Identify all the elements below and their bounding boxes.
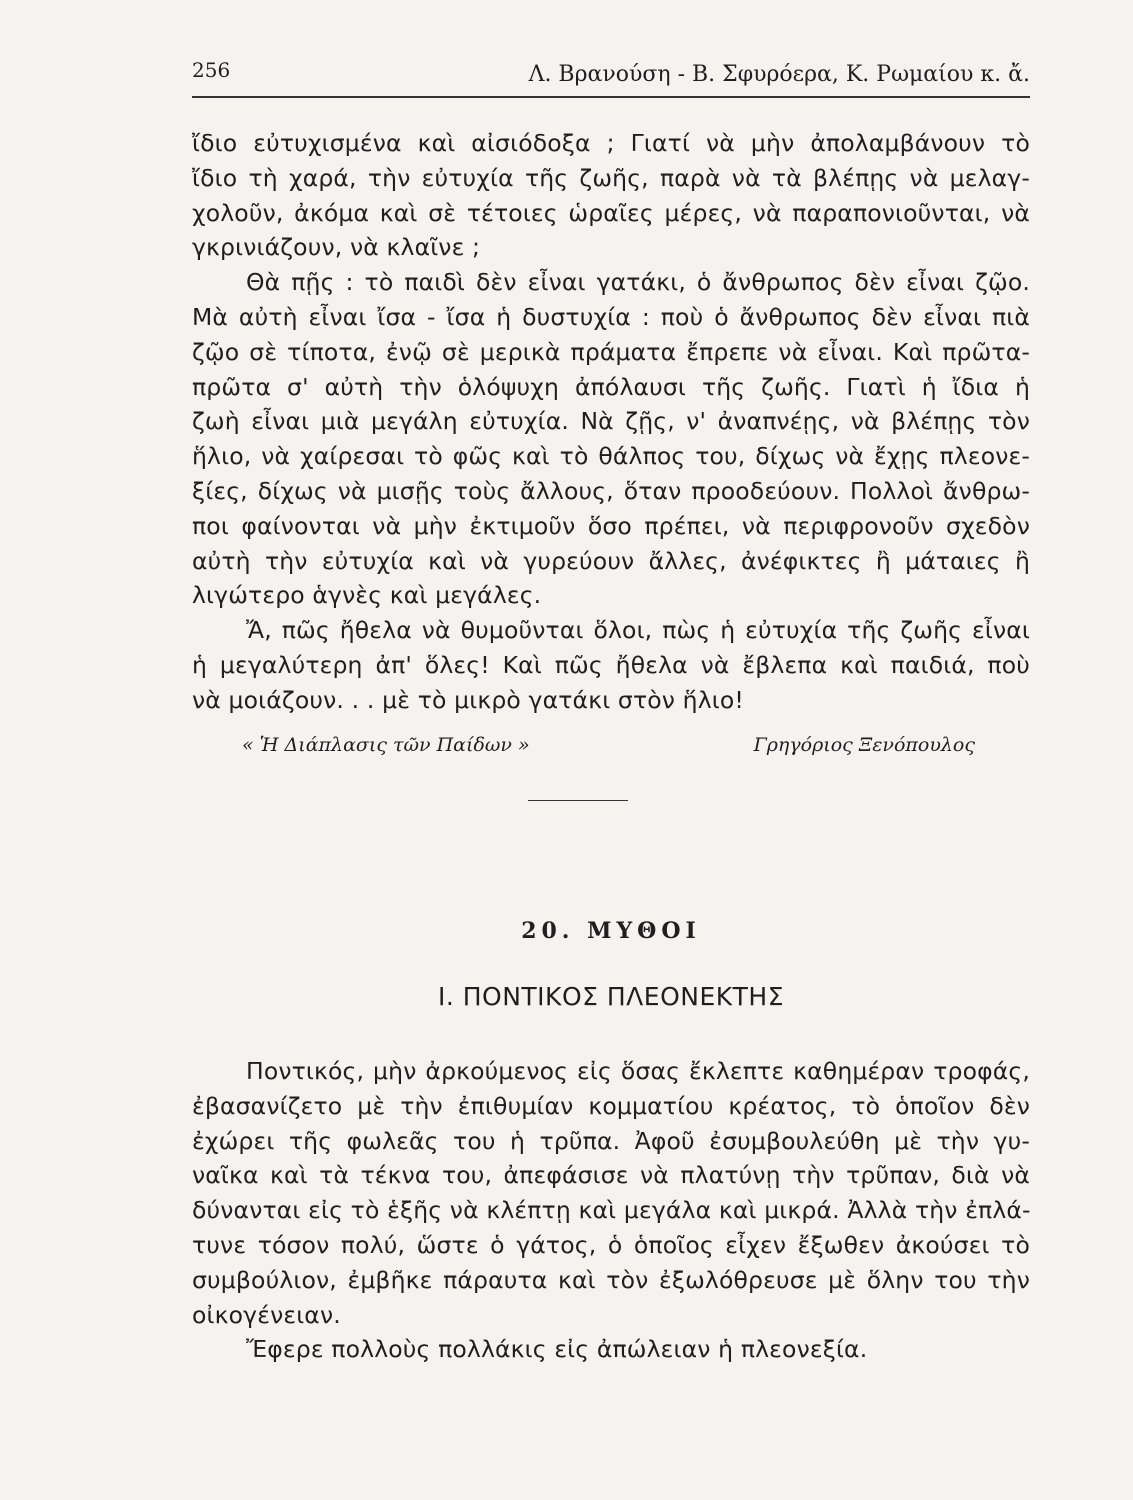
attribution-author: Γρηγόριος Ξενόπουλος xyxy=(753,734,975,756)
running-head: Λ. Βρανούση - Β. Σφυρόερα, Κ. Ρωμαίου κ. ἄ. xyxy=(528,62,1030,87)
text-line: πρῶτα σ' αὐτὴ τὴν ὁλόψυχη ἀπόλαυσι τῆς ζωῆς. Γιατὶ ἡ ἴδια ἡ xyxy=(192,372,1030,401)
attribution xyxy=(242,734,975,766)
essay-passage xyxy=(192,126,1030,718)
text-line: Ἔφερε πολλοὺς πολλάκις εἰς ἀπώλειαν ἡ πλεονεξία. xyxy=(246,1335,868,1364)
text-line: χολοῦν, ἀκόμα καὶ σὲ τέτοιες ὡραῖες μέρες, νὰ παραπονιοῦνται, νὰ xyxy=(192,198,1030,227)
page-header xyxy=(192,56,1030,98)
text-line: Μὰ αὐτὴ εἶναι ἴσα - ἴσα ἡ δυστυχία : ποὺ ὁ ἄνθρωπος δὲν εἶναι πιὰ xyxy=(192,302,1030,331)
text-line: ἡ μεγαλύτερη ἀπ' ὅλες! Καὶ πῶς ἤθελα νὰ ἔβλεπα καὶ παιδιά, ποὺ xyxy=(192,650,1030,679)
text-line: ἐβασανίζετο μὲ τὴν ἐπιθυμίαν κομματίου κρέατος, τὸ ὁποῖον δὲν xyxy=(192,1091,1030,1120)
fable-passage xyxy=(192,1054,1030,1367)
story-title: Ι. ΠΟΝΤΙΚΟΣ ΠΛΕΟΝΕΚΤΗΣ xyxy=(437,982,785,1011)
text-line: ἴδιο εὐτυχισμένα καὶ αἰσιόδοξα ; Γιατί νὰ μὴν ἀπολαμβάνουν τὸ xyxy=(192,129,1030,157)
text-line: νὰ μοιάζουν. . . μὲ τὸ μικρὸ γατάκι στὸν ἥλιο! xyxy=(192,685,744,714)
text-line: Ἄ, πῶς ἤθελα νὰ θυμοῦνται ὅλοι, πὼς ἡ εὐτυχία τῆς ζωῆς εἶναι xyxy=(246,616,1030,645)
text-line: ἥλιο, νὰ χαίρεσαι τὸ φῶς καὶ τὸ θάλπος του, δίχως νὰ ἔχῃς πλεονε- xyxy=(192,442,1030,471)
text-line: δύνανται εἰς τὸ ἑξῆς νὰ κλέπτῃ καὶ μεγάλα καὶ μικρά. Ἀλλὰ τὴν ἐπλά- xyxy=(192,1196,1031,1225)
text-line: Ποντικός, μὴν ἀρκούμενος εἰς ὅσας ἔκλεπτε καθημέραν τροφάς, xyxy=(246,1057,1030,1085)
text-line: ζωὴ εἶναι μιὰ μεγάλη εὐτυχία. Νὰ ζῇς, ν' ἀναπνέῃς, νὰ βλέπῃς τὸν xyxy=(192,407,1030,436)
text-line: ἐχώρει τῆς φωλεᾶς του ἡ τρῦπα. Ἀφοῦ ἐσυμβουλεύθη μὲ τὴν γυ- xyxy=(192,1126,1030,1155)
section-title: 20. ΜΥΘΟΙ xyxy=(521,918,701,944)
text-line: ποι φαίνονται νὰ μὴν ἐκτιμοῦν ὅσο πρέπει, νὰ περιφρονοῦν σχεδὸν xyxy=(192,511,1030,540)
text-line: γκρινιάζουν, νὰ κλαῖνε ; xyxy=(192,233,481,262)
text-line: τυνε τόσον πολύ, ὥστε ὁ γάτος, ὁ ὁποῖος εἶχεν ἔξωθεν ἀκούσει τὸ xyxy=(192,1230,1030,1259)
text-line: ζῷο σὲ τίποτα, ἐνῷ σὲ μερικὰ πράματα ἔπρεπε νὰ εἶναι. Καὶ πρῶτα- xyxy=(192,337,1030,366)
section-divider xyxy=(528,800,628,801)
text-line: Θὰ πῇς : τὸ παιδὶ δὲν εἶναι γατάκι, ὁ ἄνθρωπος δὲν εἶναι ζῷο. xyxy=(246,268,1030,297)
text-line: λιγώτερο ἁγνὲς καὶ μεγάλες. xyxy=(192,581,542,610)
text-line: αὐτὴ τὴν εὐτυχία καὶ νὰ γυρεύουν ἄλλες, ἀνέφικτες ἢ μάταιες ἢ xyxy=(192,546,1030,575)
text-line: οἰκογένειαν. xyxy=(192,1300,341,1329)
attribution-source: « Ἡ Διάπλασις τῶν Παίδων » xyxy=(242,734,530,756)
text-line: ἴδιο τὴ χαρά, τὴν εὐτυχία τῆς ζωῆς, παρὰ νὰ τὰ βλέπῃς νὰ μελαγ- xyxy=(192,163,1030,192)
text-line: συμβούλιον, ἐμβῆκε πάραυτα καὶ τὸν ἐξωλόθρευσε μὲ ὅλην του τὴν xyxy=(192,1265,1030,1294)
text-line: ναῖκα καὶ τὰ τέκνα του, ἀπεφάσισε νὰ πλατύνῃ τὴν τρῦπαν, διὰ νὰ xyxy=(192,1161,1030,1190)
page-number: 256 xyxy=(192,58,231,82)
text-line: ξίες, δίχως νὰ μισῇς τοὺς ἄλλους, ὅταν προοδεύουν. Πολλοὶ ἄνθρω- xyxy=(192,476,1030,505)
